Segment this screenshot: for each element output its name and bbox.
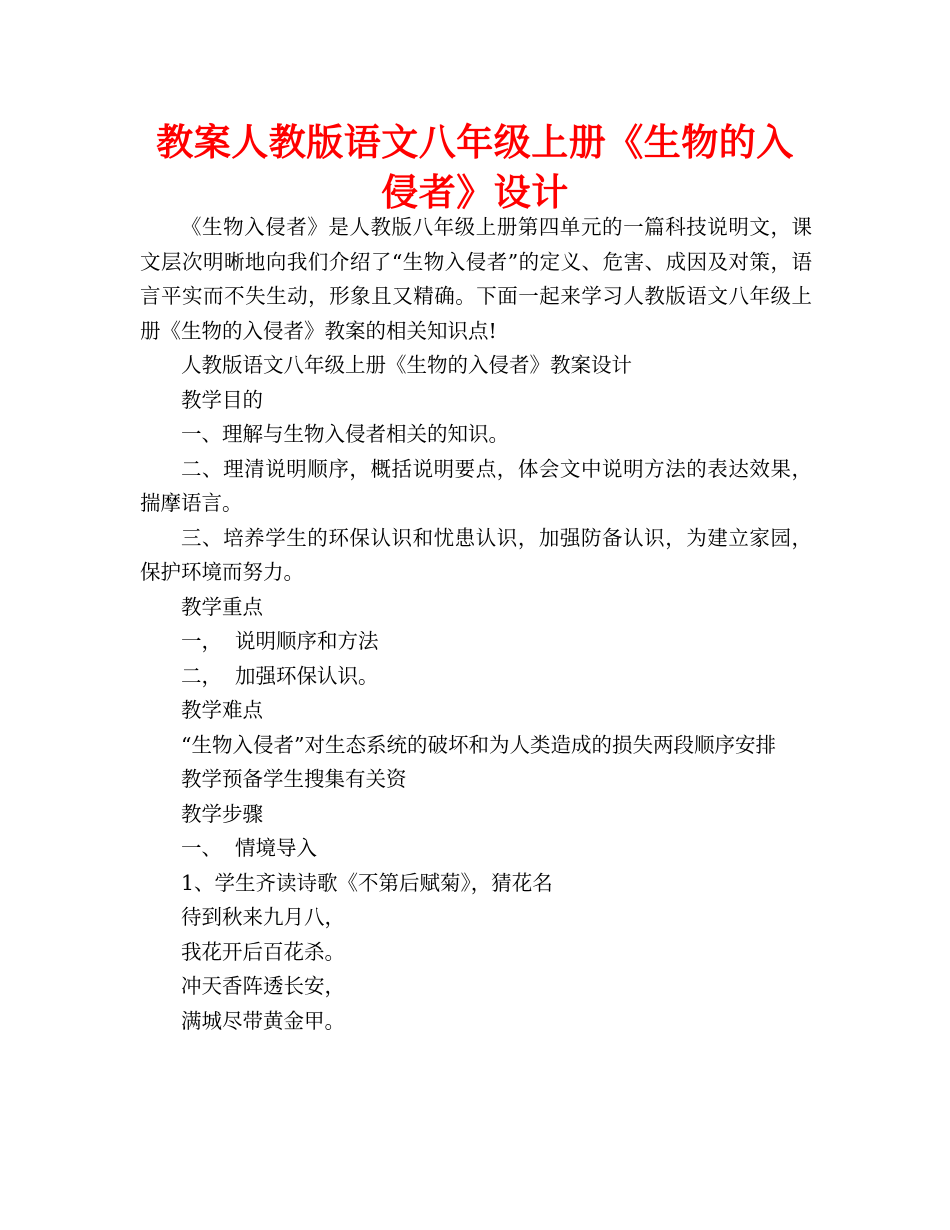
poem-line: 满城尽带黄金甲。 xyxy=(181,1008,345,1033)
poem-line: 待到秋来九月八， xyxy=(181,905,345,929)
objective-item: 三、培养学生的环保认识和忧患认识，加强防备认识，为建立家园，保护环境而努力。 xyxy=(140,525,812,584)
key-point-item: 一， 说明顺序和方法 xyxy=(181,629,379,653)
document-title: 教案人教版语文八年级上册《生物的入侵者》设计 xyxy=(156,121,794,214)
section-heading-objectives: 教学目的 xyxy=(181,387,263,412)
key-point-item: 二， 加强环保认识。 xyxy=(181,663,379,688)
step-item: 一、 情境导入 xyxy=(181,836,318,860)
intro-paragraph: 《生物入侵者》是人教版八年级上册第四单元的一篇科技说明文，课文层次明晰地向我们介绍了“生物入侵者”的定义、危害、成因及对策，语言平实而不失生动，形象且又精确。下面一起来学习人教版语文八年级上册《生物的入侵者》教案的相关知识点! xyxy=(140,215,812,343)
step-item: 1、学生齐读诗歌《不第后赋菊》，猜花名 xyxy=(181,870,553,895)
objective-item: 一、理解与生物入侵者相关的知识。 xyxy=(181,422,509,446)
poem-line: 冲天香阵透长安， xyxy=(181,974,345,998)
section-heading-steps: 教学步骤 xyxy=(181,801,263,826)
document-body xyxy=(140,210,812,1038)
difficulty-paragraph: “生物入侵者”对生态系统的破坏和为人类造成的损失两段顺序安排 xyxy=(181,732,776,757)
preparation-paragraph: 教学预备学生搜集有关资 xyxy=(181,767,407,791)
lesson-plan-heading: 人教版语文八年级上册《生物的入侵者》教案设计 xyxy=(181,353,632,377)
poem-line: 我花开后百花杀。 xyxy=(181,939,345,964)
section-heading-difficulties: 教学难点 xyxy=(181,698,263,722)
objective-item: 二、理清说明顺序，概括说明要点，体会文中说明方法的表达效果，揣摩语言。 xyxy=(140,456,812,515)
section-heading-key-points: 教学重点 xyxy=(181,594,263,619)
